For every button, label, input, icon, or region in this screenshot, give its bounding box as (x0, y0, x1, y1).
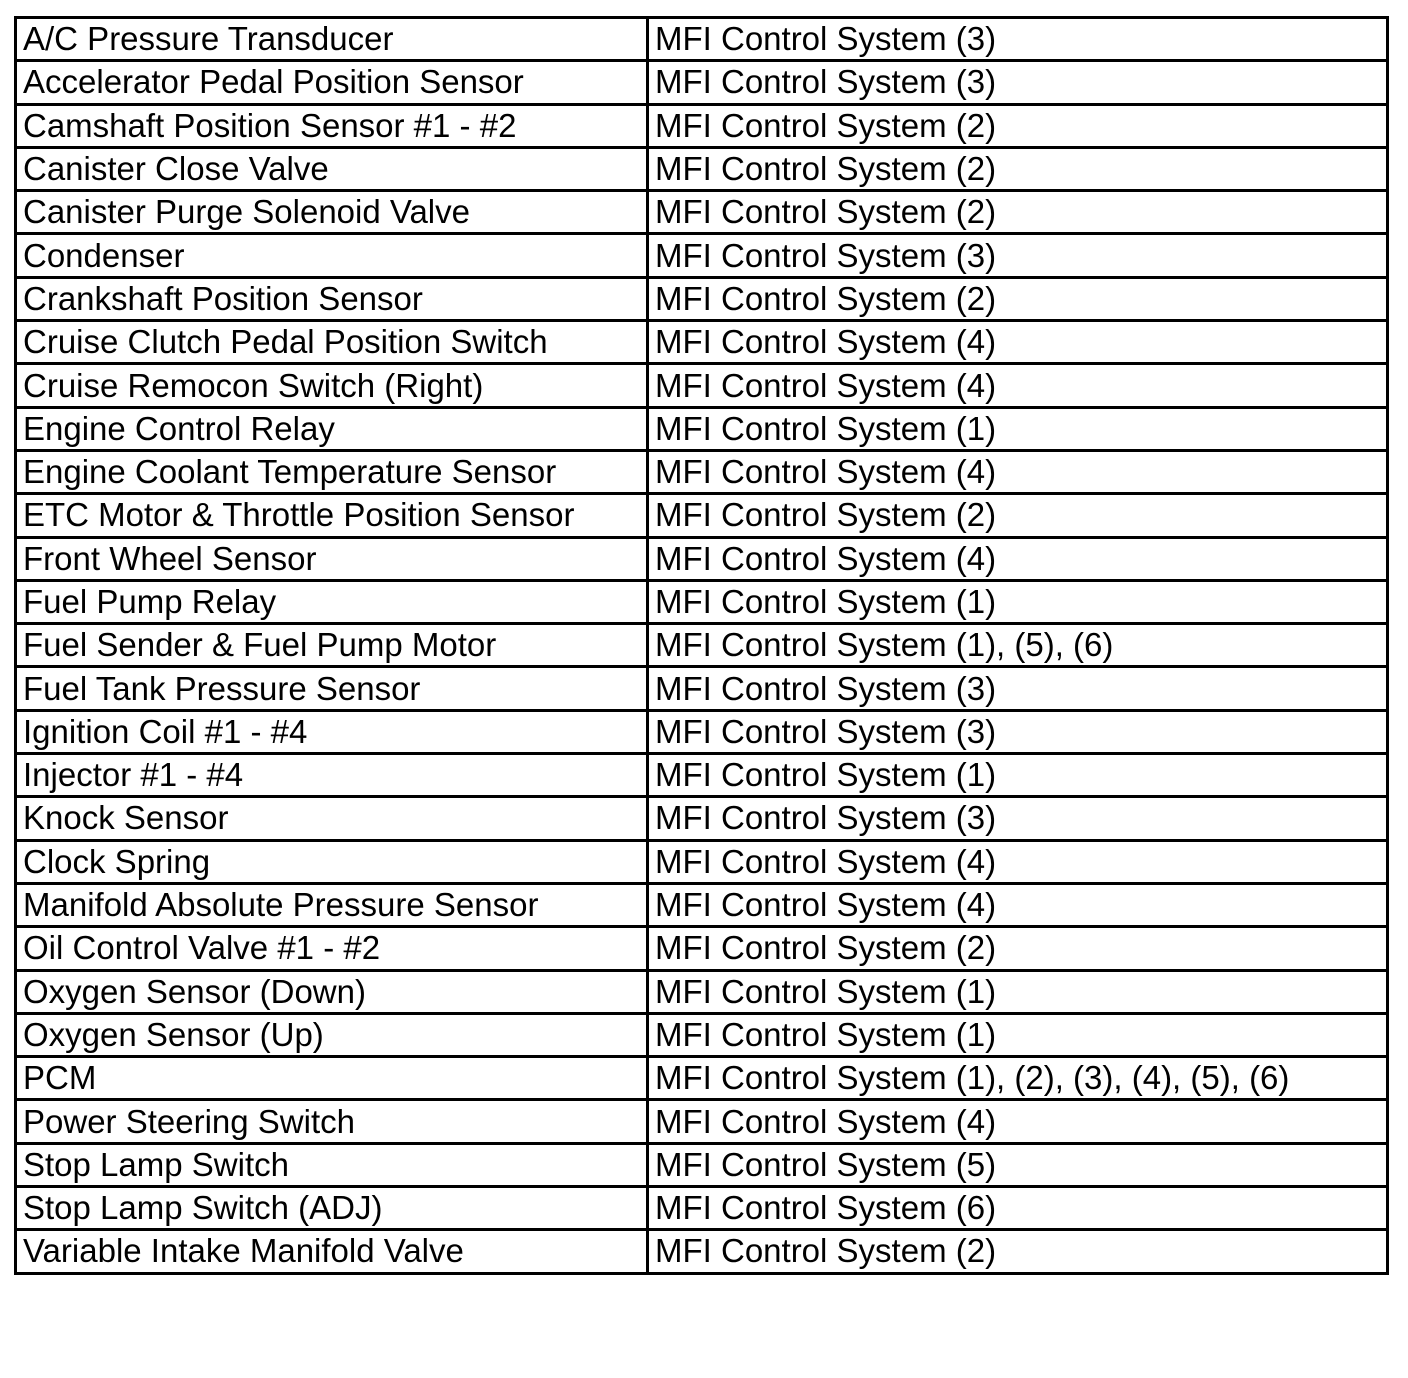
location-cell: MFI Control System (1) (648, 754, 1388, 797)
table-row (16, 407, 1388, 450)
component-cell: Fuel Tank Pressure Sensor (16, 667, 648, 710)
component-cell: PCM (16, 1057, 648, 1100)
table-row (16, 537, 1388, 580)
location-cell: MFI Control System (4) (648, 450, 1388, 493)
location-cell: MFI Control System (4) (648, 364, 1388, 407)
table-row (16, 797, 1388, 840)
component-cell: Stop Lamp Switch (16, 1143, 648, 1186)
table-row (16, 1057, 1388, 1100)
location-cell: MFI Control System (1), (2), (3), (4), (5), (6) (648, 1057, 1388, 1100)
table-row (16, 883, 1388, 926)
table-row (16, 1187, 1388, 1230)
location-cell: MFI Control System (3) (648, 710, 1388, 753)
location-cell: MFI Control System (2) (648, 104, 1388, 147)
table-row (16, 1100, 1388, 1143)
table-row (16, 1143, 1388, 1186)
location-cell: MFI Control System (2) (648, 1230, 1388, 1273)
component-cell: Fuel Sender & Fuel Pump Motor (16, 624, 648, 667)
component-cell: Stop Lamp Switch (ADJ) (16, 1187, 648, 1230)
component-cell: Fuel Pump Relay (16, 580, 648, 623)
table-row (16, 710, 1388, 753)
table-body (16, 18, 1388, 1274)
component-cell: Oil Control Valve #1 - #2 (16, 927, 648, 970)
component-cell: Ignition Coil #1 - #4 (16, 710, 648, 753)
location-cell: MFI Control System (3) (648, 667, 1388, 710)
table-row (16, 667, 1388, 710)
table-row (16, 580, 1388, 623)
table-row (16, 364, 1388, 407)
component-cell: Variable Intake Manifold Valve (16, 1230, 648, 1273)
location-cell: MFI Control System (3) (648, 234, 1388, 277)
component-cell: A/C Pressure Transducer (16, 18, 648, 61)
table-row (16, 191, 1388, 234)
component-cell: Engine Control Relay (16, 407, 648, 450)
component-cell: Front Wheel Sensor (16, 537, 648, 580)
location-cell: MFI Control System (1) (648, 407, 1388, 450)
table-row (16, 18, 1388, 61)
location-cell: MFI Control System (4) (648, 840, 1388, 883)
location-cell: MFI Control System (1) (648, 970, 1388, 1013)
table-row (16, 840, 1388, 883)
component-cell: Oxygen Sensor (Up) (16, 1013, 648, 1056)
location-cell: MFI Control System (2) (648, 147, 1388, 190)
location-cell: MFI Control System (4) (648, 537, 1388, 580)
component-location-table (14, 16, 1389, 1275)
component-cell: Condenser (16, 234, 648, 277)
location-cell: MFI Control System (1) (648, 1013, 1388, 1056)
table-row (16, 1230, 1388, 1273)
table-row (16, 754, 1388, 797)
table-row (16, 494, 1388, 537)
component-cell: Camshaft Position Sensor #1 - #2 (16, 104, 648, 147)
component-cell: Oxygen Sensor (Down) (16, 970, 648, 1013)
component-cell: Canister Close Valve (16, 147, 648, 190)
location-cell: MFI Control System (4) (648, 1100, 1388, 1143)
location-cell: MFI Control System (4) (648, 883, 1388, 926)
component-cell: Manifold Absolute Pressure Sensor (16, 883, 648, 926)
table-row (16, 970, 1388, 1013)
component-cell: Power Steering Switch (16, 1100, 648, 1143)
component-cell: Injector #1 - #4 (16, 754, 648, 797)
component-cell: Engine Coolant Temperature Sensor (16, 450, 648, 493)
component-cell: Accelerator Pedal Position Sensor (16, 61, 648, 104)
location-cell: MFI Control System (1) (648, 580, 1388, 623)
location-cell: MFI Control System (6) (648, 1187, 1388, 1230)
location-cell: MFI Control System (4) (648, 321, 1388, 364)
location-cell: MFI Control System (5) (648, 1143, 1388, 1186)
component-cell: Clock Spring (16, 840, 648, 883)
location-cell: MFI Control System (3) (648, 18, 1388, 61)
table-row (16, 321, 1388, 364)
location-cell: MFI Control System (3) (648, 61, 1388, 104)
location-cell: MFI Control System (2) (648, 927, 1388, 970)
table-row (16, 624, 1388, 667)
location-cell: MFI Control System (2) (648, 191, 1388, 234)
location-cell: MFI Control System (3) (648, 797, 1388, 840)
component-cell: Cruise Remocon Switch (Right) (16, 364, 648, 407)
table-row (16, 234, 1388, 277)
component-cell: Knock Sensor (16, 797, 648, 840)
table-row (16, 104, 1388, 147)
component-cell: Canister Purge Solenoid Valve (16, 191, 648, 234)
table-row (16, 61, 1388, 104)
component-cell: ETC Motor & Throttle Position Sensor (16, 494, 648, 537)
location-cell: MFI Control System (1), (5), (6) (648, 624, 1388, 667)
component-cell: Cruise Clutch Pedal Position Switch (16, 321, 648, 364)
table-row (16, 277, 1388, 320)
component-cell: Crankshaft Position Sensor (16, 277, 648, 320)
table-row (16, 1013, 1388, 1056)
table-row (16, 927, 1388, 970)
location-cell: MFI Control System (2) (648, 494, 1388, 537)
location-cell: MFI Control System (2) (648, 277, 1388, 320)
table-row (16, 147, 1388, 190)
table-row (16, 450, 1388, 493)
